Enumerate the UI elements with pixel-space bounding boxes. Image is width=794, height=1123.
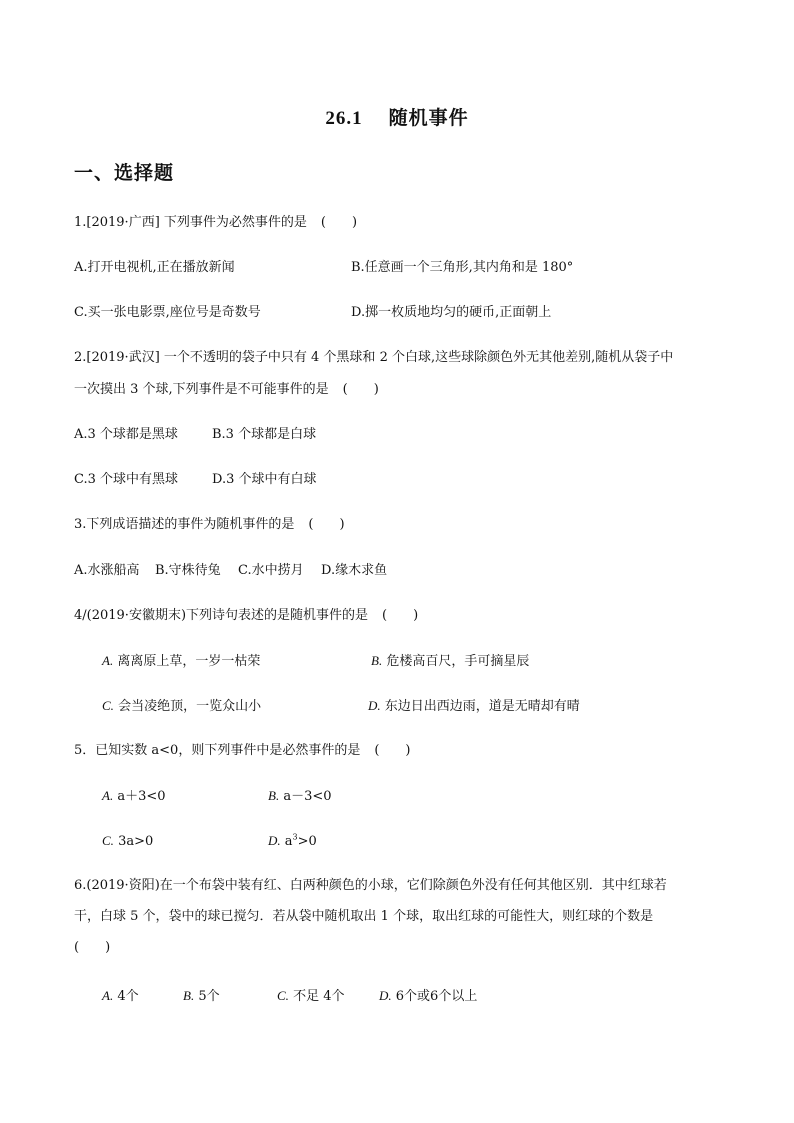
- section-heading: 一、选择题: [74, 162, 175, 184]
- question-3-stem: 3.下列成语描述的事件为随机事件的是 ( ): [74, 517, 345, 532]
- question-5-option-b: B. a－3<0: [268, 788, 332, 804]
- question-2-option-c: C.3 个球中有黑球: [74, 472, 179, 487]
- question-4-option-a: A. 离离原上草，一岁一枯荣: [102, 653, 261, 669]
- question-1-option-c: C.买一张电影票,座位号是奇数号: [74, 305, 261, 320]
- question-3-option-c: C.水中捞月: [238, 563, 304, 578]
- question-6-answer-paren: ( ): [74, 940, 111, 955]
- question-2-option-b: B.3 个球都是白球: [212, 427, 317, 442]
- question-5-option-c: C. 3a>0: [102, 833, 154, 849]
- question-1-stem: 1.[2019·广西] 下列事件为必然事件的是 ( ): [74, 215, 358, 230]
- question-6-option-d: D. 6个或6个以上: [379, 988, 478, 1004]
- title-number: 26.1: [325, 108, 363, 129]
- question-3-option-d: D.缘木求鱼: [321, 563, 388, 578]
- question-2-option-d: D.3 个球中有白球: [212, 472, 317, 487]
- question-6-stem-line-2: 干，白球 5 个，袋中的球已搅匀．若从袋中随机取出 1 个球，取出红球的可能性大，则红球的个数是: [74, 909, 654, 924]
- question-6-option-c: C. 不足 4个: [277, 988, 345, 1004]
- question-1-option-a: A.打开电视机,正在播放新闻: [74, 260, 235, 275]
- question-3-option-a: A.水涨船高: [74, 563, 140, 578]
- question-4-option-d: D. 东边日出西边雨，道是无晴却有晴: [368, 698, 580, 714]
- question-1-option-b: B.任意画一个三角形,其内角和是 180°: [351, 260, 574, 275]
- question-6-stem-line-1: 6.(2019·资阳)在一个布袋中装有红、白两种颜色的小球，它们除颜色外没有任何其他区别．其中红球若: [74, 878, 667, 893]
- question-5-option-d: D. $a^3>0$: [268, 832, 317, 849]
- question-4-option-b: B. 危楼高百尺，手可摘星辰: [371, 653, 530, 669]
- question-4-option-c: C. 会当凌绝顶，一览众山小: [102, 698, 262, 714]
- question-5-option-a: A. a＋3<0: [102, 788, 166, 804]
- question-1-option-d: D.掷一枚质地均匀的硬币,正面朝上: [351, 305, 552, 320]
- question-6-option-a: A. 4个: [102, 988, 139, 1004]
- question-6-option-b: B. 5个: [183, 988, 220, 1004]
- title-text: 随机事件: [388, 107, 469, 129]
- question-2-stem-line-2: 一次摸出 3 个球,下列事件是不可能事件的是 ( ): [74, 382, 379, 397]
- page-title: [0, 103, 794, 130]
- question-3-option-b: B.守株待兔: [155, 563, 221, 578]
- question-4-stem: 4/(2019·安徽期末)下列诗句表述的是随机事件的是 ( ): [74, 608, 419, 623]
- question-2-option-a: A.3 个球都是黑球: [74, 427, 178, 442]
- question-2-stem-line-1: 2.[2019·武汉] 一个不透明的袋子中只有 4 个黑球和 2 个白球,这些球除颜色外无其他差别,随机从袋子中: [74, 350, 674, 365]
- question-5-stem: 5．已知实数 a<0，则下列事件中是必然事件的是 ( ): [74, 743, 411, 758]
